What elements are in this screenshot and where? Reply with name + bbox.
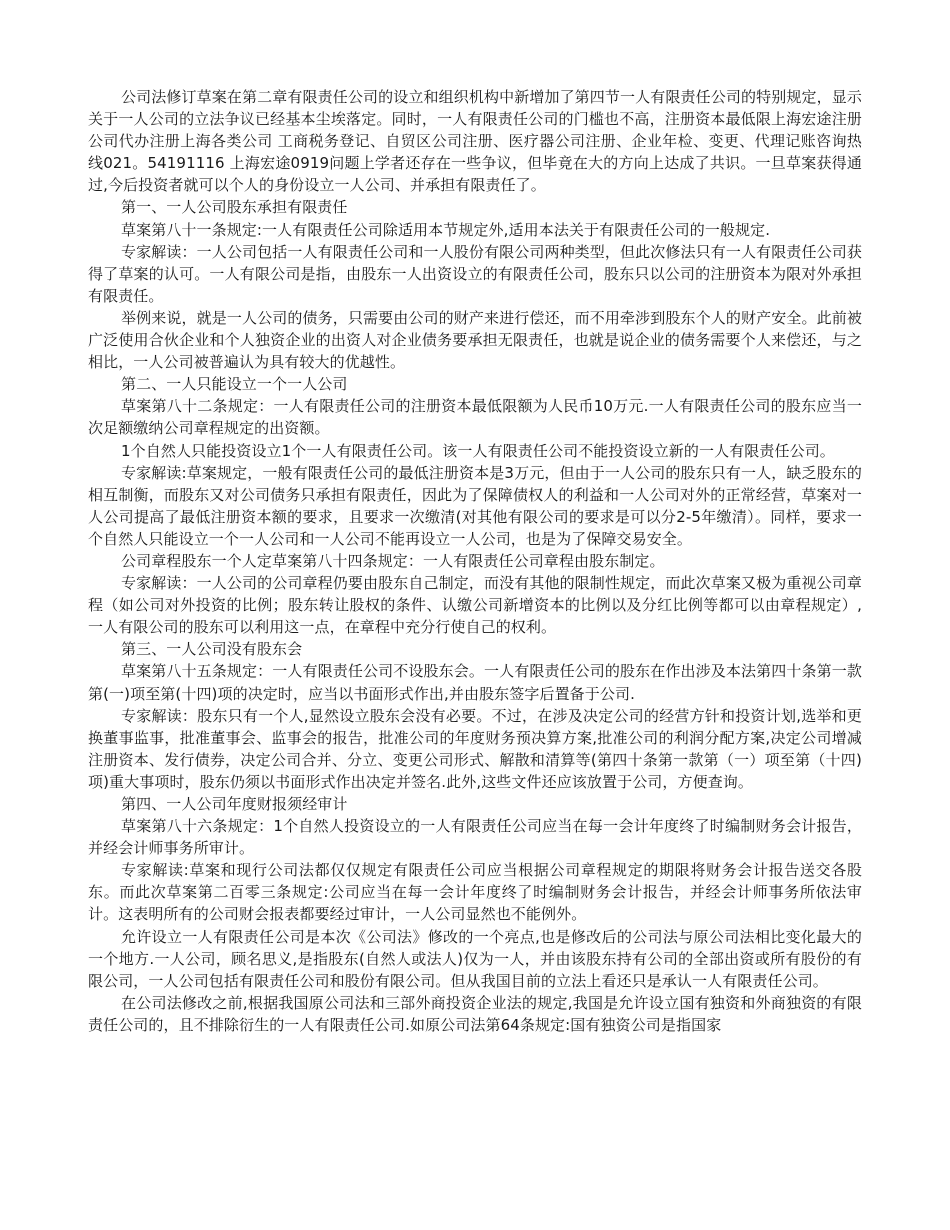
section-heading-4: 第四、一人公司年度财报须经审计: [121, 795, 348, 813]
paragraph: 专家解读：股东只有一个人,显然设立股东会没有必要。不过，在涉及决定公司的经营方针和投资计划,选举和更换董事监事，批准董事会、监事会的报告，批准公司的年度财务预决算方案,批准公司的利润分配方案,决定公司增减注册资本、发行债券，决定公司合并、分立、变更公司形式、解散和清算等(第四十条第一款第（一）项至第（十四)项)重大事项时，股东仍须以书面形式作出决定并签名.此外,这些文件还应该放置于公司，方便查询。: [88, 706, 862, 791]
section-heading-1: 第一、一人公司股东承担有限责任: [121, 198, 348, 217]
paragraph: 专家解读:草案规定，一般有限责任公司的最低注册资本是3万元，但由于一人公司的股东只有一人，缺乏股东的相互制衡，而股东又对公司债务只承担有限责任，因此为了保障债权人的利益和一人公司对外的正常经营，草案对一人公司提高了最低注册资本额的要求，且要求一次缴清(对其他有限公司的要求是可以分2-5年缴清）。同样，要求一个自然人只能设立一个一人公司和一人公司不能再设立一人公司，也是为了保障交易安全。: [88, 463, 862, 548]
section-heading-3: 第三、一人公司没有股东会: [121, 640, 303, 659]
paragraph: 专家解读：一人公司的公司章程仍要由股东自己制定，而没有其他的限制性规定，而此次草案又极为重视公司章程（如公司对外投资的比例；股东转让股权的条件、认缴公司新增资本的比例以及分红比例等都可以由章程规定）,一人有限公司的股东可以利用这一点，在章程中充分行使自己的权利。: [88, 574, 862, 637]
paragraph: 专家解读：一人公司包括一人有限责任公司和一人股份有限公司两种类型，但此次修法只有一人有限责任公司获得了草案的认可。一人有限公司是指，由股东一人出资设立的有限责任公司，股东只以公司的注册资本为限对外承担有限责任。: [88, 242, 862, 305]
paragraph: 举例来说，就是一人公司的债务，只需要由公司的财产来进行偿还，而不用牵涉到股东个人的财产安全。此前被广泛使用合伙企业和个人独资企业的出资人对企业债务要承担无限责任，也就是说企业的债务需要个人来偿还，与之相比，一人公司被普遍认为具有较大的优越性。: [88, 308, 862, 372]
paragraph: 草案第八十六条规定：1个自然人投资设立的一人有限责任公司应当在每一会计年度终了时编制财务会计报告，并经会计师事务所审计。: [88, 817, 862, 858]
paragraph: 允许设立一人有限责任公司是本次《公司法》修改的一个亮点,也是修改后的公司法与原公司法相比变化最大的一个地方.一人公司，顾名思义,是指股东(自然人或法人)仅为一人，并由该股东持有公司的全部出资或所有股份的有限公司，一人公司包括有限责任公司和股份有限公司。但从我国目前的立法上看还只是承认一人有限责任公司。: [88, 927, 862, 990]
paragraph-intro: 公司法修订草案在第二章有限责任公司的设立和组织机构中新增加了第四节一人有限责任公司的特别规定，显示关于一人公司的立法争议已经基本尘埃落定。同时，一人有限责任公司的门槛也不高，注册资本最低限上海宏途注册公司代办注册上海各类公司 工商税务登记、自贸区公司注册、医疗器公司注册、企业年检、变更、代理记账咨询热线021。54191116 上海宏途0919问题上学者还存在一些争议，但毕竟在大的方向上达成了共识。一旦草案获得通过,今后投资者就可以个人的身份设立一人公司、并承担有限责任了。: [88, 88, 862, 195]
paragraph: 草案第八十二条规定：一人有限责任公司的注册资本最低限额为人民币10万元.一人有限责任公司的股东应当一次足额缴纳公司章程规定的出资额。: [88, 397, 862, 438]
paragraph: 公司章程股东一个人定草案第八十四条规定：一人有限责任公司章程由股东制定。: [121, 551, 665, 570]
paragraph: 1个自然人只能投资设立1个一人有限责任公司。该一人有限责任公司不能投资设立新的一人有限责任公司。: [121, 441, 835, 460]
paragraph: 草案第八十五条规定：一人有限责任公司不设股东会。一人有限责任公司的股东在作出涉及本法第四十条第一款第(一)项至第(十四)项的决定时，应当以书面形式作出,并由股东签字后置备于公司.: [88, 662, 862, 703]
paragraph: 在公司法修改之前,根据我国原公司法和三部外商投资企业法的规定,我国是允许设立国有独资和外商独资的有限责任公司的，且不排除衍生的一人有限责任公司.如原公司法第64条规定:国有独资公司是指国家: [88, 993, 862, 1034]
section-heading-2: 第二、一人只能设立一个一人公司: [121, 375, 348, 394]
paragraph: 草案第八十一条规定:一人有限责任公司除适用本节规定外,适用本法关于有限责任公司的一般规定.: [121, 220, 771, 239]
document-body: [88, 86, 862, 1036]
paragraph: 专家解读:草案和现行公司法都仅仅规定有限责任公司应当根据公司章程规定的期限将财务会计报告送交各股东。而此次草案第二百零三条规定:公司应当在每一会计年度终了时编制财务会计报告，并经会计师事务所依法审计。这表明所有的公司财会报表都要经过审计，一人公司显然也不能例外。: [88, 861, 862, 924]
